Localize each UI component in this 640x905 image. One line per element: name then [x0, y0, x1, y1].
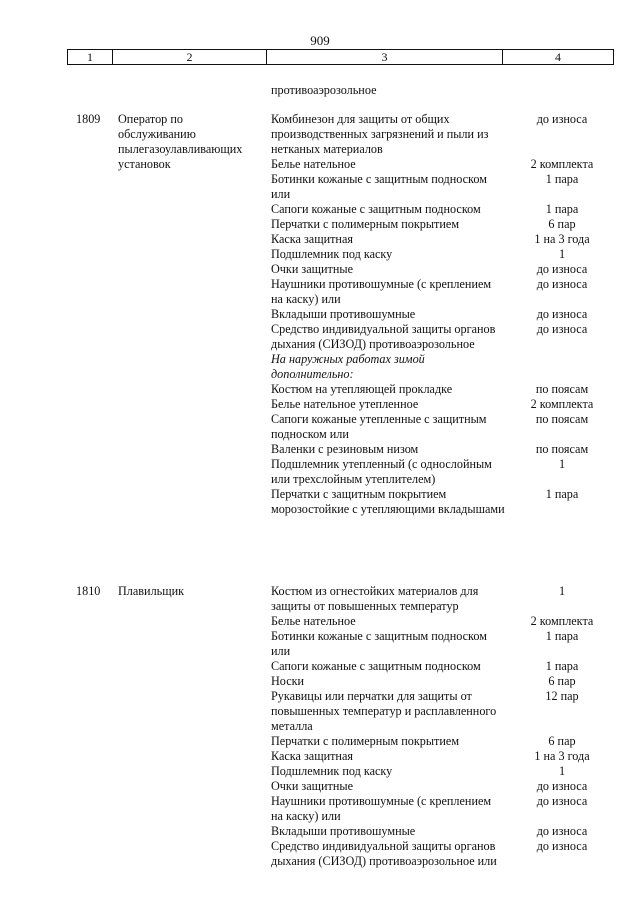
list-item [271, 779, 621, 794]
item-name: Костюм на утепляющей прокладке [271, 382, 453, 396]
list-item [271, 629, 621, 659]
item-norm: 6 пар [548, 734, 576, 748]
item-norm: 1 на 3 года [534, 749, 590, 763]
list-item [271, 157, 621, 172]
list-item [271, 112, 621, 157]
entry-number: 1809 [76, 112, 101, 126]
list-item [271, 262, 621, 277]
item-name: Каска защитная [271, 232, 353, 246]
item-name: Подшлемник утепленный (с однослойным или трехслойным утеплителем) [271, 457, 492, 486]
item-norm: 1 пара [545, 629, 579, 643]
item-norm: 1 на 3 года [534, 232, 590, 246]
item-name: Вкладыши противошумные [271, 307, 416, 321]
item-name: Подшлемник под каску [271, 764, 393, 778]
table-header-row [67, 49, 614, 65]
item-norm: до износа [536, 824, 588, 838]
item-name: Сапоги кожаные с защитным подноском [271, 202, 481, 216]
item-name: Перчатки с полимерным покрытием [271, 217, 460, 231]
list-item [271, 794, 621, 824]
item-name: Рукавицы или перчатки для защиты от повышенных температур и расплавленного металла [271, 689, 497, 733]
item-name: Носки [271, 674, 305, 688]
item-name: Белье нательное [271, 614, 356, 628]
item-name: Очки защитные [271, 779, 353, 793]
column-header-2: 2 [113, 50, 267, 64]
item-name: Комбинезон для защиты от общих производственных загрязнений и пыли из нетканых материалов [271, 112, 489, 156]
item-name: Ботинки кожаные с защитным подноском или [271, 172, 487, 201]
continuation-text: противоаэрозольное [271, 83, 377, 97]
item-name: Средство индивидуальной защиты органов дыхания (СИЗОД) противоаэрозольное или [271, 839, 497, 868]
list-item [271, 674, 621, 689]
list-item [271, 764, 621, 779]
entry-number: 1810 [76, 584, 101, 598]
item-name: Очки защитные [271, 262, 353, 276]
item-norm: 2 комплекта [530, 397, 594, 411]
item-norm: до износа [536, 794, 588, 808]
list-item [271, 442, 621, 457]
list-item [271, 824, 621, 839]
column-header-4: 4 [555, 50, 561, 64]
item-norm: до износа [536, 112, 588, 126]
item-name: Каска защитная [271, 749, 353, 763]
ppe-list [271, 584, 621, 869]
list-item [271, 397, 621, 412]
item-norm: 1 [558, 584, 566, 598]
item-name: Наушники противошумные (с креплением на каску) или [271, 794, 492, 823]
entry-occupation: Плавильщик [118, 584, 185, 598]
list-item [271, 584, 621, 614]
item-name: Валенки с резиновым низом [271, 442, 419, 456]
item-name: Перчатки с защитным покрытием морозостойкие с утепляющими вкладышами [271, 487, 505, 516]
item-norm: до износа [536, 779, 588, 793]
list-item [271, 322, 621, 352]
item-norm: 1 [558, 247, 566, 261]
item-norm: 1 [558, 457, 566, 471]
item-norm: по поясам [535, 382, 589, 396]
list-item [271, 457, 621, 487]
list-item [271, 172, 621, 202]
item-norm: 12 пар [545, 689, 579, 703]
item-name: Вкладыши противошумные [271, 824, 416, 838]
list-item [271, 352, 621, 382]
item-norm: до износа [536, 262, 588, 276]
item-norm: 2 комплекта [530, 157, 594, 171]
item-norm: 1 пара [545, 487, 579, 501]
item-name: Наушники противошумные (с креплением на каску) или [271, 277, 492, 306]
list-item [271, 232, 621, 247]
column-header-1: 1 [68, 50, 113, 64]
list-item [271, 247, 621, 262]
list-item [271, 749, 621, 764]
item-name: Средство индивидуальной защиты органов дыхания (СИЗОД) противоаэрозольное [271, 322, 496, 351]
item-norm: до износа [536, 307, 588, 321]
page-number: 909 [310, 33, 330, 48]
list-item [271, 659, 621, 674]
item-name: Белье нательное [271, 157, 356, 171]
list-item [271, 614, 621, 629]
list-item [271, 839, 621, 869]
item-norm: до износа [536, 277, 588, 291]
item-name: Перчатки с полимерным покрытием [271, 734, 460, 748]
list-item [271, 382, 621, 397]
entry-occupation: Оператор по обслуживанию пылегазоулавливающих установок [118, 112, 243, 171]
item-norm: 2 комплекта [530, 614, 594, 628]
column-header-3: 3 [267, 50, 503, 64]
list-item [271, 307, 621, 322]
list-item [271, 487, 621, 517]
list-item [271, 277, 621, 307]
item-name: Сапоги кожаные утепленные с защитным подноском или [271, 412, 487, 441]
item-norm: 1 пара [545, 202, 579, 216]
list-item [271, 412, 621, 442]
item-name: На наружных работах зимой дополнительно: [271, 352, 425, 381]
item-norm: 6 пар [548, 674, 576, 688]
item-norm: по поясам [535, 412, 589, 426]
item-norm: по поясам [535, 442, 589, 456]
item-name: Сапоги кожаные с защитным подноском [271, 659, 481, 673]
list-item [271, 689, 621, 734]
item-norm: до износа [536, 839, 588, 853]
item-name: Белье нательное утепленное [271, 397, 419, 411]
list-item [271, 734, 621, 749]
item-name: Ботинки кожаные с защитным подноском или [271, 629, 487, 658]
list-item [271, 202, 621, 217]
list-item [271, 217, 621, 232]
item-norm: 1 [558, 764, 566, 778]
item-name: Костюм из огнестойких материалов для защиты от повышенных температур [271, 584, 479, 613]
item-norm: 1 пара [545, 659, 579, 673]
item-norm: 1 пара [545, 172, 579, 186]
item-norm: 6 пар [548, 217, 576, 231]
item-name: Подшлемник под каску [271, 247, 393, 261]
item-norm: до износа [536, 322, 588, 336]
ppe-list [271, 112, 621, 517]
